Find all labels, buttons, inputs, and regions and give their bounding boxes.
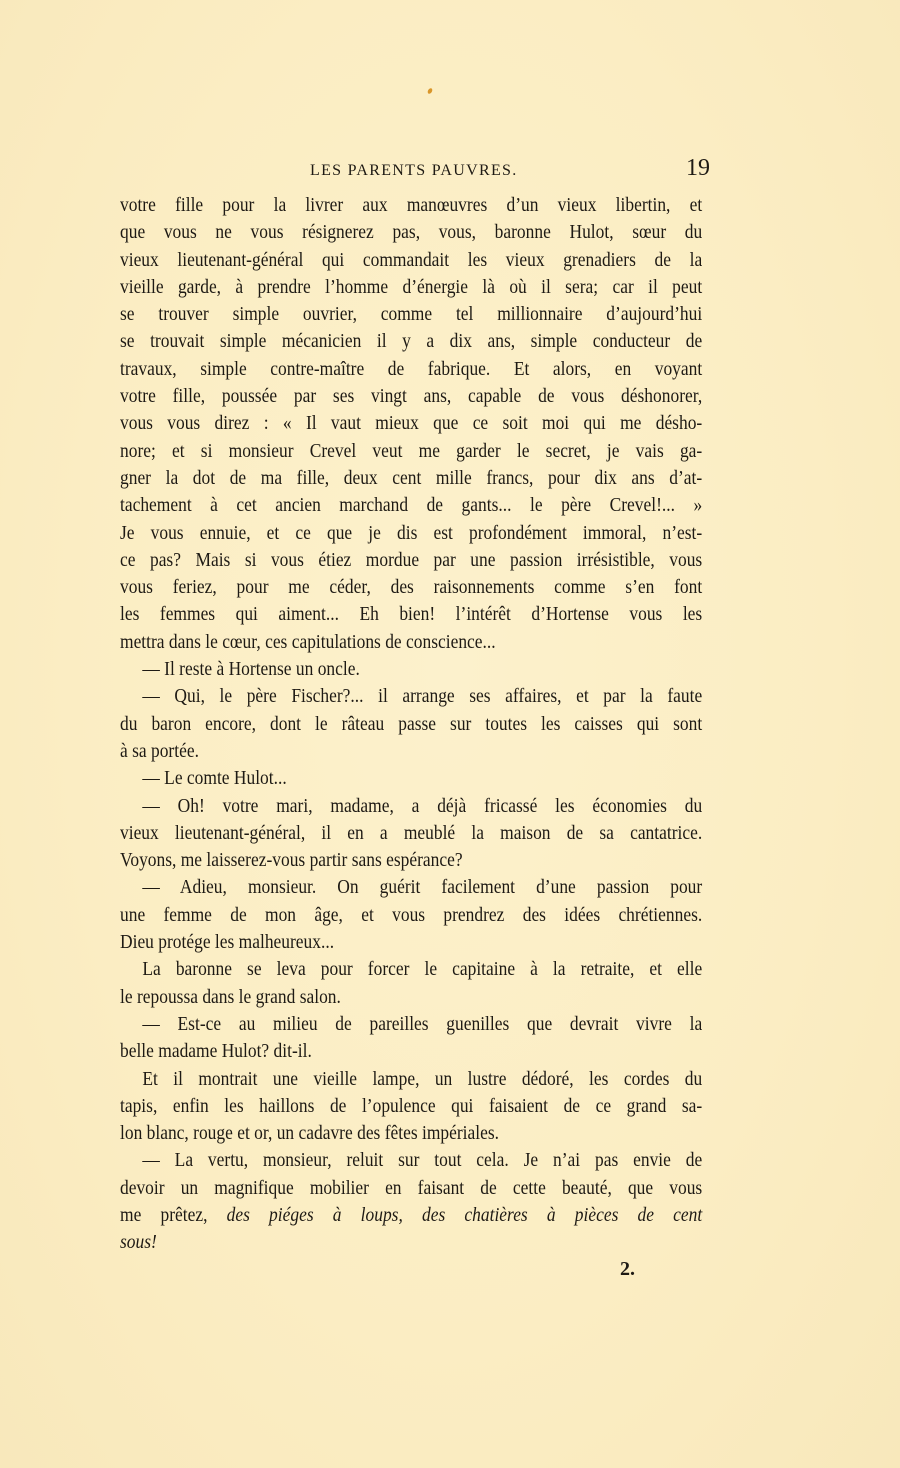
text-line: à sa portée. [120, 739, 199, 762]
text-line [120, 1202, 702, 1229]
text-line: du baron encore, dont le râteau passe sur toutes les caisses qui sont [120, 712, 703, 735]
text-line: ce pas? Mais si vous étiez mordue par une passion irrésistible, vous [120, 548, 703, 571]
text-line: vieux lieutenant-général qui commandait les vieux grenadiers de la [120, 248, 703, 271]
text-line: votre fille pour la livrer aux manœuvres d’un vieux libertin, et [120, 194, 703, 216]
text-line: vous vous direz : « Il vaut mieux que ce soit moi qui me désho- [120, 412, 703, 435]
text-line: se trouver simple ouvrier, comme tel millionnaire d’aujourd’hui [120, 303, 703, 326]
text-line: Et il montrait une vieille lampe, un lustre dédoré, les cordes du [142, 1067, 703, 1090]
text-roman: me prêtez, [120, 1203, 227, 1226]
text-line: La baronne se leva pour forcer le capitaine à la retraite, et elle [142, 958, 703, 981]
text-line: Dieu protége les malheureux... [120, 931, 335, 954]
running-head [120, 155, 710, 184]
text-line: que vous ne vous résignerez pas, vous, baronne Hulot, sœur du [120, 221, 703, 244]
text-line: se trouvait simple mécanicien il y a dix ans, simple conducteur de [120, 330, 703, 353]
text-line: — Qui, le père Fischer?... il arrange ses affaires, et par la faute [142, 685, 703, 708]
page-number: 19 [686, 155, 710, 181]
text-line: — Il reste à Hortense un oncle. [142, 658, 360, 681]
text-line: — Adieu, monsieur. On guérit facilement d’une passion pour [142, 876, 703, 899]
ink-speck [427, 87, 433, 94]
text-italic: des piéges à loups, des chatières à pièces de cent [226, 1203, 703, 1226]
text-line: nore; et si monsieur Crevel veut me garder le secret, je vais ga- [120, 439, 703, 462]
text-line: les femmes qui aiment... Eh bien! l’intérêt d’Hortense vous les [120, 603, 703, 626]
text-line: — Est-ce au milieu de pareilles guenilles que devrait vivre la [142, 1012, 703, 1035]
body-text [120, 192, 702, 1257]
text-line: gner la dot de ma fille, deux cent mille francs, pour dix ans d’at- [120, 466, 703, 489]
text-line: votre fille, poussée par ses vingt ans, capable de vous déshonorer, [120, 385, 703, 408]
text-line: Voyons, me laisserez-vous partir sans espérance? [120, 849, 463, 872]
text-line: le repoussa dans le grand salon. [120, 985, 341, 1008]
text-line: — Oh! votre mari, madame, a déjà fricassé les économies du [142, 794, 703, 817]
signature-mark: 2. [620, 1258, 635, 1280]
text-line: Je vous ennuie, et ce que je dis est profondément immoral, n’est- [120, 521, 703, 544]
text-line: travaux, simple contre-maître de fabrique. Et alors, en voyant [120, 357, 703, 380]
text-line: — Le comte Hulot... [142, 767, 287, 790]
text-line: tapis, enfin les haillons de l’opulence qui faisaient de ce grand sa- [120, 1094, 703, 1117]
text-line: mettra dans le cœur, ces capitulations de conscience... [120, 630, 496, 653]
text-line: vieux lieutenant-général, il en a meublé la maison de sa cantatrice. [120, 821, 703, 844]
text-line: vieille garde, à prendre l’homme d’énergie là où il sera; car il peut [120, 275, 703, 298]
text-line-italic: sous! [120, 1231, 157, 1254]
text-line: une femme de mon âge, et vous prendrez des idées chrétiennes. [120, 903, 703, 926]
text-line: tachement à cet ancien marchand de gants... le père Crevel!... » [120, 494, 703, 517]
running-head-title: LES PARENTS PAUVRES. [310, 162, 518, 179]
text-line: — La vertu, monsieur, reluit sur tout cela. Je n’ai pas envie de [142, 1149, 703, 1172]
text-line: belle madame Hulot? dit-il. [120, 1040, 312, 1063]
text-line: lon blanc, rouge et or, un cadavre des fêtes impériales. [120, 1122, 500, 1145]
text-line: vous feriez, pour me céder, des raisonnements comme s’en font [120, 576, 703, 599]
text-line: devoir un magnifique mobilier en faisant de cette beauté, que vous [120, 1176, 703, 1199]
